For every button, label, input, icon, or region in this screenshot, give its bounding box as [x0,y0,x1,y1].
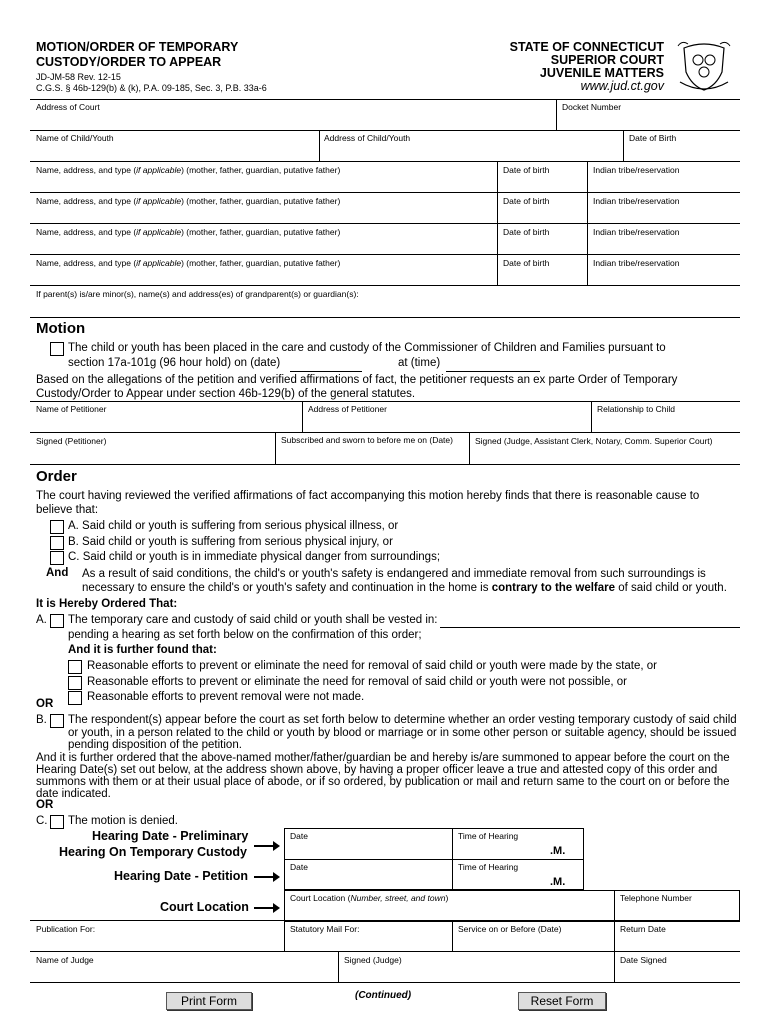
parent-2-label: Name, address, and type (if applicable) (mother, father, guardian, putative father) [36,196,341,206]
parent-2-field[interactable] [36,206,492,221]
form-title-line2: CUSTODY/ORDER TO APPEAR [36,55,222,69]
parent-2-dob-label: Date of birth [503,196,550,206]
name-judge-label: Name of Judge [36,955,94,965]
docket-number-field[interactable] [562,112,737,128]
efforts-not-made-text: Reasonable efforts to prevent removal were not made. [87,691,365,703]
parent-2-dob-field[interactable] [503,206,583,221]
date-signed-label: Date Signed [620,955,667,965]
parent-1-tribe-label: Indian tribe/reservation [593,165,680,175]
prelim-arrow-icon [254,845,274,847]
form-id: JD-JM-58 Rev. 12-15 [36,72,121,82]
signed-judge-bottom-label: Signed (Judge) [344,955,402,965]
address-child-label: Address of Child/Youth [324,133,411,143]
prelim-time-label: Time of Hearing [458,831,519,841]
order-b-line1: The respondent(s) appear before the court as set forth below to determine whether an order vesting temporary custody of said child [68,714,737,726]
order-heading: Order [36,468,77,485]
location-arrow-icon [254,907,274,909]
petition-date-field[interactable] [290,872,448,888]
address-child-field[interactable] [324,143,620,159]
summons-line2: Hearing Date(s) set out below, at the address shown above, by having a proper officer leave a true and attested copy of this order and [36,764,718,776]
option-c-text: C. Said child or youth is in immediate physical danger from surroundings; [68,551,441,563]
subscribed-label: Subscribed and sworn to before me on (Date) [281,435,453,445]
prelim-date-label: Date [290,831,308,841]
dob-label: Date of Birth [629,133,677,143]
order-a-label: A. [36,614,47,626]
parent-1-dob-field[interactable] [503,175,583,190]
ordered-heading: It is Hereby Ordered That: [36,598,178,610]
court-location-label: Court Location (Number, street, and town) [290,893,449,903]
order-b-line3: pending disposition of the petition. [68,739,242,751]
website: www.jud.ct.gov [580,79,664,93]
relationship-field[interactable] [597,414,737,430]
court-location-heading: Court Location [160,900,249,914]
address-of-court-field[interactable] [36,112,551,128]
motion-para2: Custody/Order to Appear under section 46b-129(b) of the general statutes. [36,388,416,400]
parent-4-field[interactable] [36,268,492,283]
name-petitioner-label: Name of Petitioner [36,404,107,414]
summons-line1: And it is further ordered that the above-named mother/father/guardian be and hereby is/are summoned to appear before the court on the [36,752,730,764]
reset-form-button[interactable]: Reset Form [518,992,606,1010]
order-a-checkbox[interactable] [50,614,64,628]
state-seal-icon [676,38,732,96]
name-child-label: Name of Child/Youth [36,133,114,143]
petition-time-label: Time of Hearing [458,862,519,872]
date-signed-field[interactable] [620,965,735,981]
result-line2: necessary to ensure the child's or youth's safety and continuation in the home is contrary to the welfare of said child or youth. [82,582,727,594]
service-label: Service on or Before (Date) [458,924,562,934]
parent-1-dob-label: Date of birth [503,165,550,175]
option-b-text: B. Said child or youth is suffering from serious physical injury, or [68,536,393,548]
court-location-field[interactable] [290,903,610,919]
prelim-date-field[interactable] [290,841,448,857]
order-intro1: The court having reviewed the verified affirmations of fact accompanying this motion hereby finds that there is reasonable cause to [36,490,700,502]
order-b-line2: or youth, in a person related to the child or youth by blood or marriage or in some other person or suitable agency, should be issued [68,727,737,739]
relationship-label: Relationship to Child [597,404,675,414]
division-name: JUVENILE MATTERS [539,66,664,80]
name-child-field[interactable] [36,143,316,159]
order-b-checkbox[interactable] [50,714,64,728]
parent-1-label: Name, address, and type (if applicable) (mother, father, guardian, putative father) [36,165,341,175]
address-petitioner-field[interactable] [308,414,588,430]
address-of-court-label: Address of Court [36,102,100,112]
hearing-prelim-label1: Hearing Date - Preliminary [92,829,249,843]
grandparent-field[interactable] [36,299,736,315]
summons-line4: date indicated. [36,788,111,800]
efforts-not-possible-text: Reasonable efforts to prevent or eliminate the need for removal of said child or youth were not possible, or [87,676,627,688]
publication-label: Publication For: [36,924,96,934]
result-line1: As a result of said conditions, the child's or youth's safety is endangered and immediate removal from such surroundings is [82,568,706,580]
parent-4-dob-label: Date of birth [503,258,550,268]
efforts-made-checkbox[interactable] [68,660,82,674]
custody-vested-field[interactable] [440,627,740,628]
grandparent-label: If parent(s) is/are minor(s), name(s) and address(es) of grandparent(s) or guardian(s): [36,289,359,299]
order-a-text: The temporary care and custody of said child or youth shall be vested in: [68,614,438,626]
petition-arrow-icon [254,876,274,878]
pending-text: pending a hearing as set forth below on the confirmation of this order; [68,629,422,641]
parent-2-tribe-label: Indian tribe/reservation [593,196,680,206]
dob-field[interactable] [629,143,737,159]
signed-judge-label: Signed (Judge, Assistant Clerk, Notary, Comm. Superior Court) [475,436,713,446]
publication-field[interactable] [36,934,280,950]
parent-3-field[interactable] [36,237,492,252]
efforts-made-text: Reasonable efforts to prevent or eliminate the need for removal of said child or youth were made by the state, or [87,660,657,672]
state-name: STATE OF CONNECTICUT [509,40,664,54]
parent-4-tribe-label: Indian tribe/reservation [593,258,680,268]
motion-para1: Based on the allegations of the petition and verified affirmations of fact, the petitioner requests an ex parte Order of Temporary [36,374,678,386]
prelim-time-field[interactable] [458,841,546,857]
telephone-field[interactable] [620,903,735,919]
prelim-m-label: .M. [550,845,566,857]
at-time-label: at (time) [398,357,441,369]
name-petitioner-field[interactable] [36,414,298,430]
petition-time-field[interactable] [458,872,546,888]
telephone-label: Telephone Number [620,893,692,903]
parent-3-dob-label: Date of birth [503,227,550,237]
print-form-button[interactable]: Print Form [166,992,252,1010]
docket-number-label: Docket Number [562,102,622,112]
parent-4-dob-field[interactable] [503,268,583,283]
hold-date-field[interactable] [290,371,362,372]
return-date-field[interactable] [620,934,735,950]
or-label-2: OR [36,799,54,811]
signed-petitioner-label: Signed (Petitioner) [36,436,107,446]
option-a-text: A. Said child or youth is suffering from serious physical illness, or [68,520,399,532]
hearing-petition-label: Hearing Date - Petition [114,869,249,883]
address-petitioner-label: Address of Petitioner [308,404,387,414]
summons-line3: summons with them or at their usual place of abode, or if so ordered, by publication or mail and return same to the court on or before the [36,776,730,788]
parent-3-label: Name, address, and type (if applicable) (mother, father, guardian, putative father) [36,227,341,237]
parent-1-tribe-field[interactable] [593,175,737,190]
or-label-1: OR [36,698,54,710]
option-b-checkbox[interactable] [50,536,64,550]
order-b-label: B. [36,714,47,726]
return-date-label: Return Date [620,924,666,934]
motion-line1: The child or youth has been placed in the care and custody of the Commissioner of Children and Families pursuant to [68,342,666,354]
further-found-heading: And it is further found that: [68,644,217,656]
name-judge-field[interactable] [36,965,334,981]
motion-line2: section 17a-101g (96 hour hold) on (date) [68,357,281,369]
continued-label: (Continued) [355,990,412,1001]
option-a-checkbox[interactable] [50,520,64,534]
order-c-checkbox[interactable] [50,815,64,829]
statutory-mail-label: Statutory Mail For: [290,924,360,934]
order-intro2: believe that: [36,504,99,516]
motion-heading: Motion [36,320,86,337]
hearing-prelim-label2: Hearing On Temporary Custody [59,845,247,859]
order-c-text: The motion is denied. [68,815,178,827]
parent-3-tribe-field[interactable] [593,237,737,252]
statutes: C.G.S. § 46b-129(b) & (k), P.A. 09-185, Sec. 3, P.B. 33a-6 [36,83,267,93]
and-label: And [46,567,69,579]
hold-time-field[interactable] [446,371,540,372]
statutory-mail-field[interactable] [290,934,448,950]
court-name: SUPERIOR COURT [550,53,664,67]
petition-date-label: Date [290,862,308,872]
parent-4-label: Name, address, and type (if applicable) (mother, father, guardian, putative father) [36,258,341,268]
petition-m-label: .M. [550,876,566,888]
efforts-not-possible-checkbox[interactable] [68,676,82,690]
option-c-checkbox[interactable] [50,551,64,565]
parent-3-dob-field[interactable] [503,237,583,252]
order-c-label: C. [36,815,48,827]
parent-4-tribe-field[interactable] [593,268,737,283]
service-date-field[interactable] [458,934,610,950]
efforts-not-made-checkbox[interactable] [68,691,82,705]
form-title-line1: MOTION/ORDER OF TEMPORARY [36,40,239,54]
parent-3-tribe-label: Indian tribe/reservation [593,227,680,237]
parent-1-field[interactable] [36,175,492,190]
motion-96hour-checkbox[interactable] [50,342,64,356]
parent-2-tribe-field[interactable] [593,206,737,221]
subscribed-date-field[interactable] [281,446,465,462]
